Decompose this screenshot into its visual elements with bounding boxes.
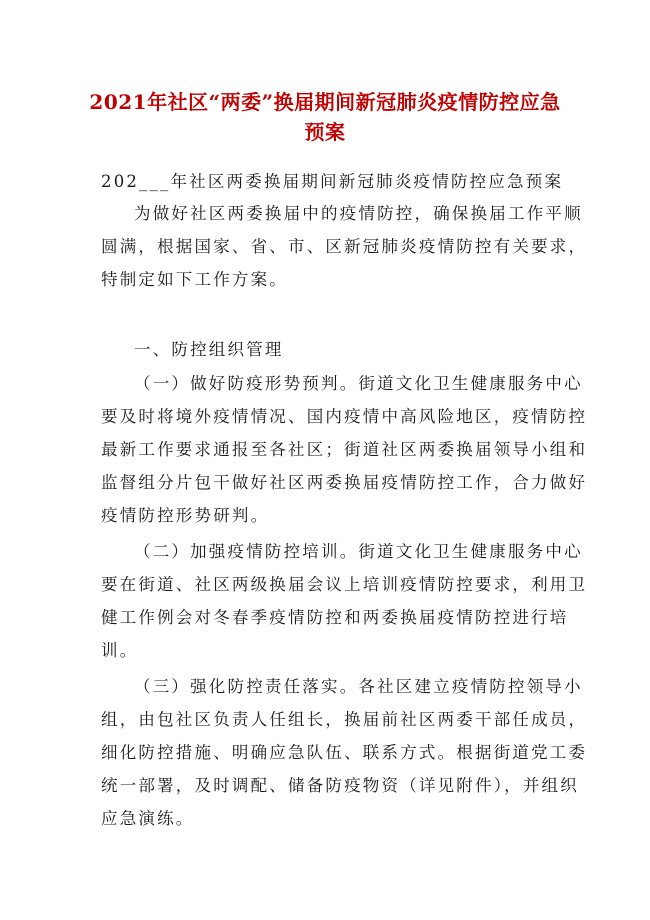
- section-heading: 一、防控组织管理: [134, 340, 284, 359]
- intro-line-3: 特制定如下工作方案。: [101, 270, 288, 289]
- intro-line-2: 圆满，根据国家、省、市、区新冠肺炎疫情防控有关要求，: [101, 237, 588, 256]
- document-subtitle: 202___年社区两委换届期间新冠肺炎疫情防控应急预案: [101, 172, 564, 191]
- para2-line-1: （二）加强疫情防控培训。街道文化卫生健康服务中心: [134, 542, 583, 561]
- para1-line-2: 要及时将境外疫情情况、国内疫情中高风险地区，疫情防控: [101, 407, 588, 426]
- document-title-line-2: 预案: [304, 120, 346, 144]
- para2-line-3: 健工作例会对冬春季疫情防控和两委换届疫情防控进行培: [101, 608, 569, 627]
- para3-line-1: （三）强化防控责任落实。各社区建立疫情防控领导小: [134, 677, 583, 696]
- document-title-line-1: 2021年社区“两委”换届期间新冠肺炎疫情防控应急: [89, 90, 561, 114]
- para2-line-2: 要在街道、社区两级换届会议上培训疫情防控要求，利用卫: [101, 575, 588, 594]
- para3-line-3: 细化防控措施、明确应急队伍、联系方式。根据街道党工委: [101, 743, 588, 762]
- para1-line-3: 最新工作要求通报至各社区；街道社区两委换届领导小组和: [101, 440, 588, 459]
- intro-line-1: 为做好社区两委换届中的疫情防控，确保换届工作平顺: [134, 204, 583, 223]
- para3-line-4: 统一部署，及时调配、储备防疫物资（详见附件），并组织: [101, 776, 579, 795]
- para1-line-1: （一）做好防疫形势预判。街道文化卫生健康服务中心: [134, 374, 583, 393]
- para3-line-5: 应急演练。: [101, 809, 195, 828]
- para2-line-4: 训。: [101, 641, 139, 660]
- para3-line-2: 组，由包社区负责人任组长，换届前社区两委干部任成员，: [101, 710, 588, 729]
- para1-line-4: 监督组分片包干做好社区两委换届疫情防控工作，合力做好: [101, 473, 588, 492]
- para1-line-5: 疫情防控形势研判。: [101, 506, 270, 525]
